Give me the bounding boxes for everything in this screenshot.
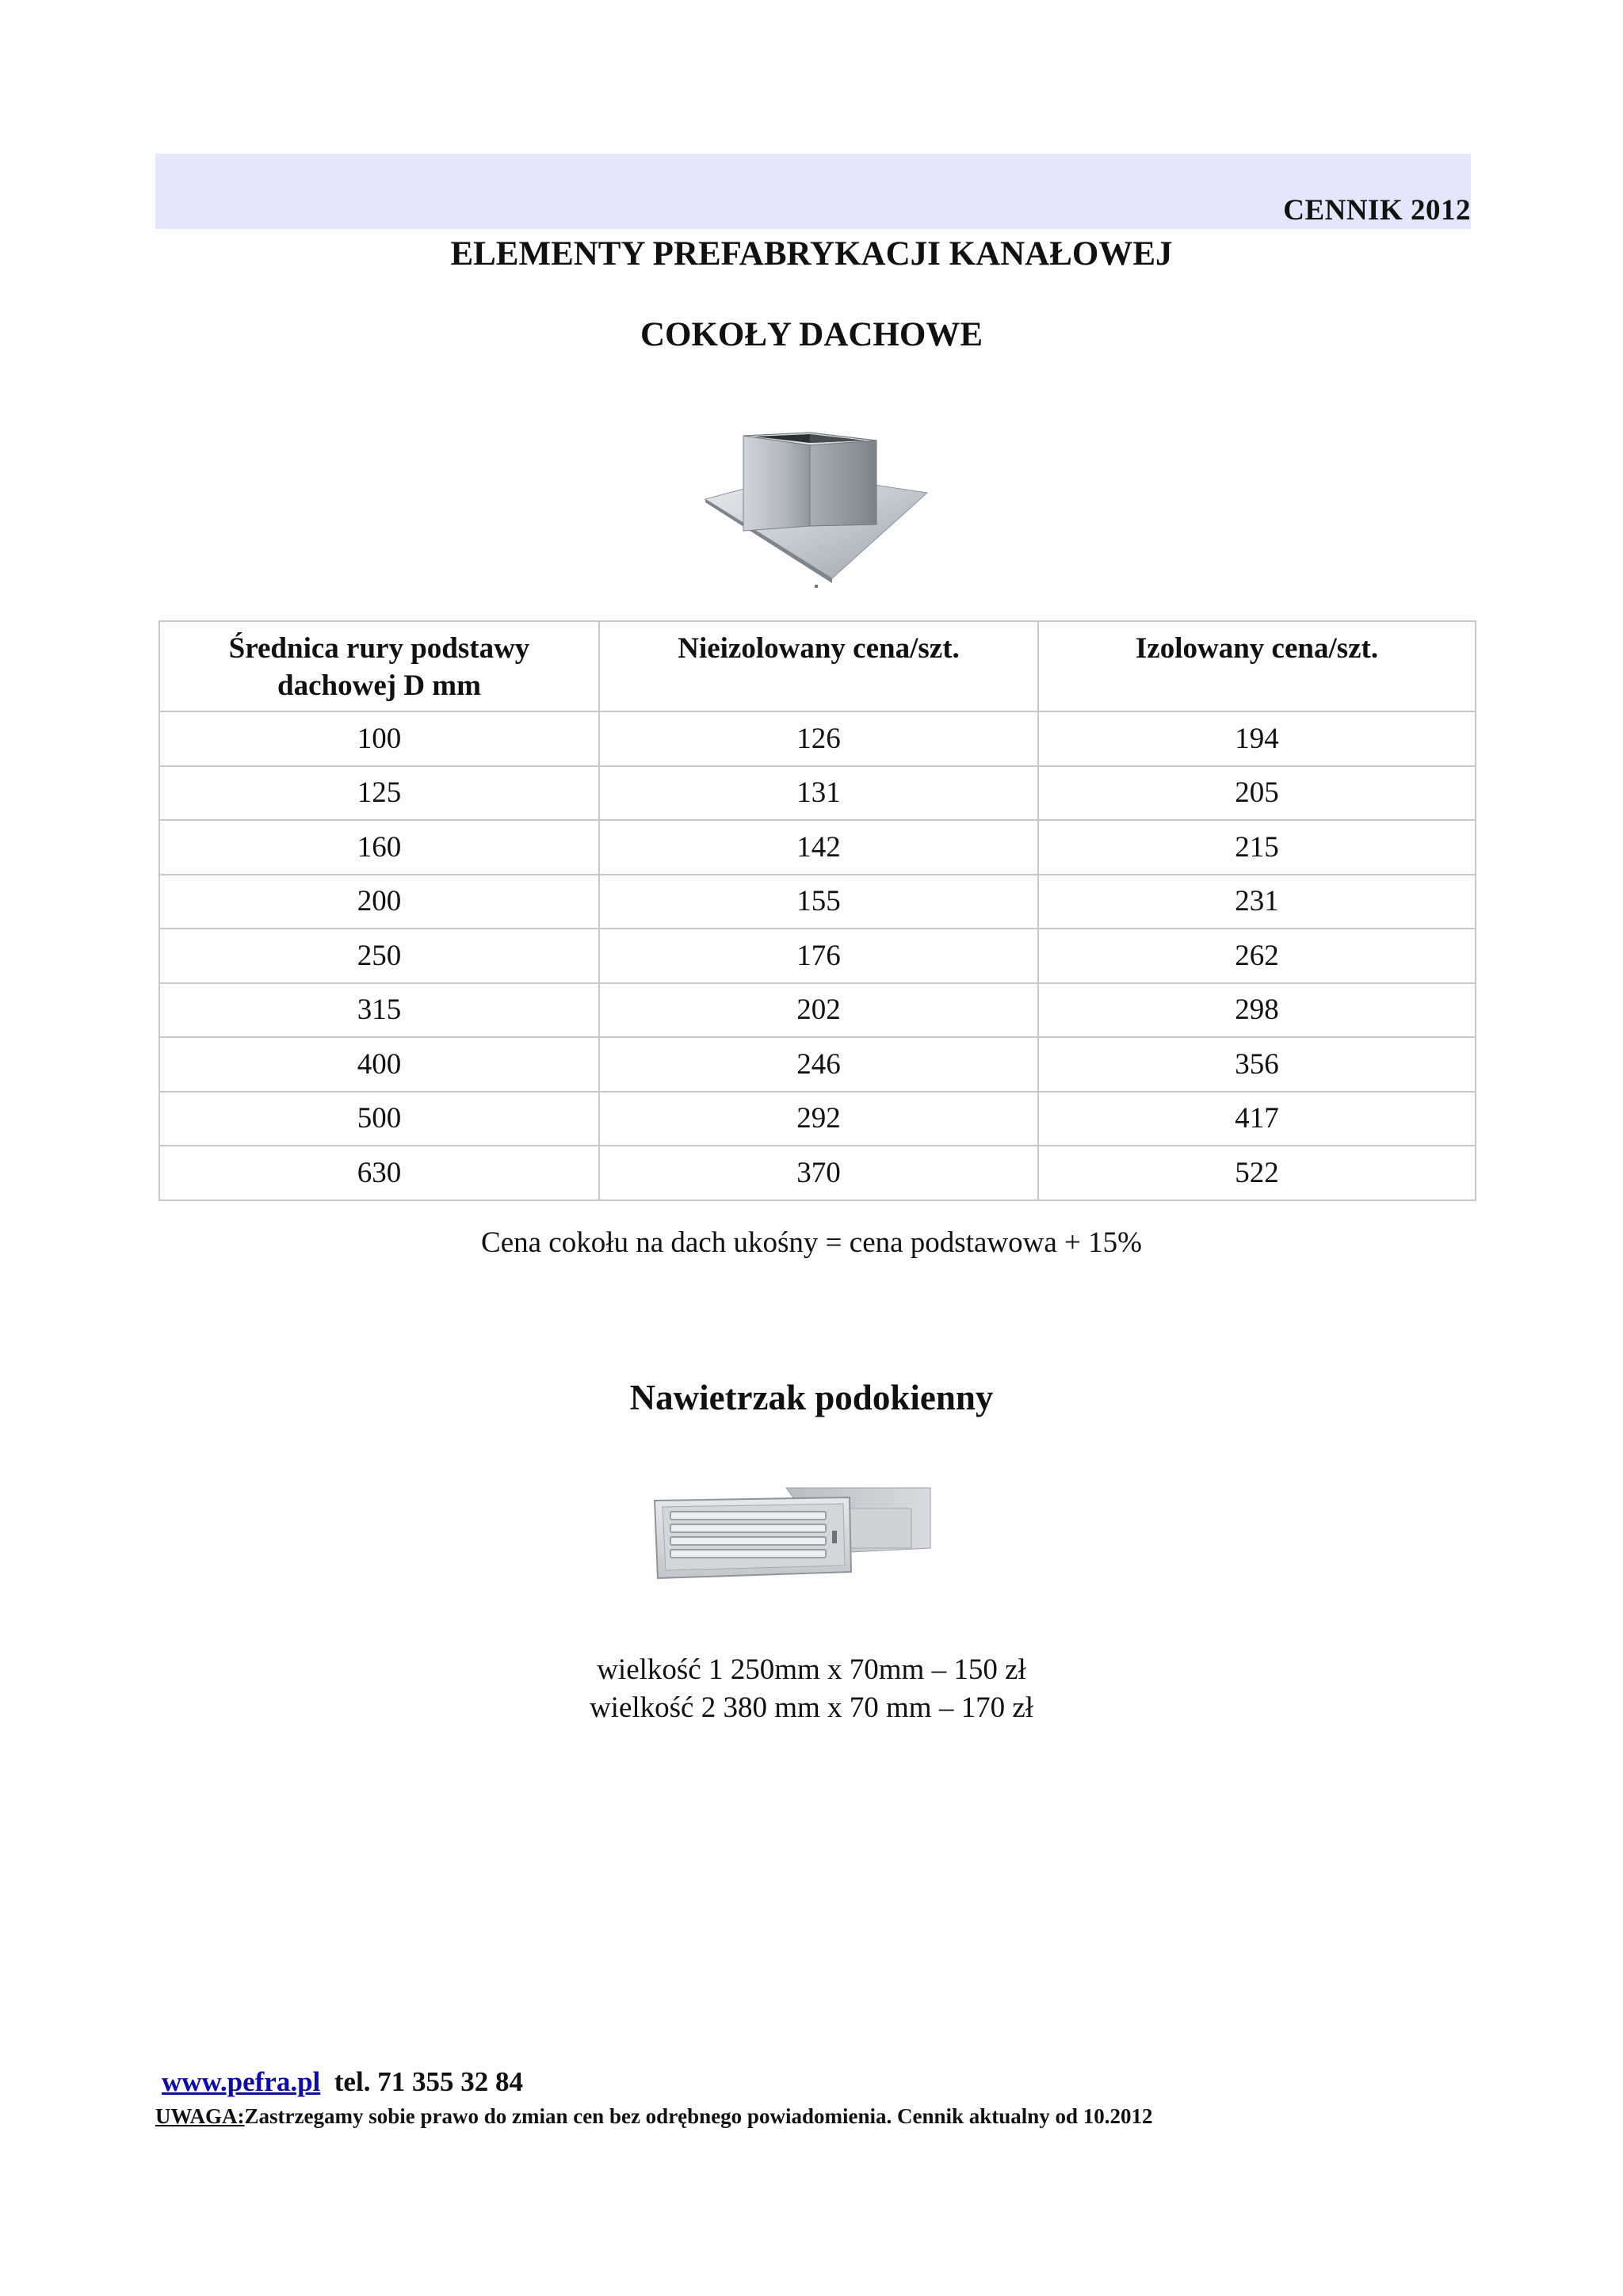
cell-uninsulated-price: 176 [599,929,1038,983]
vent-sizes [0,1651,1623,1727]
cell-uninsulated-price: 142 [599,820,1038,875]
cell-insulated-price: 356 [1038,1037,1476,1092]
cell-uninsulated-price: 155 [599,875,1038,929]
price-list-year: CENNIK 2012 [1283,194,1471,227]
cell-insulated-price: 298 [1038,983,1476,1038]
website-link[interactable]: www.pefra.pl [162,2066,321,2097]
table-row [159,1037,1476,1092]
footer-contact [162,2066,523,2098]
table-row [159,929,1476,983]
footer-disclaimer [155,2104,1153,2129]
section-title-roof-bases: COKOŁY DACHOWE [640,316,983,353]
cell-uninsulated-price: 292 [599,1092,1038,1146]
pitched-roof-price-note: Cena cokołu na dach ukośny = cena podstawowa + 15% [481,1226,1142,1259]
document-title: ELEMENTY PREFABRYKACJI KANAŁOWEJ [450,235,1173,273]
header-band [155,154,1471,229]
table-row [159,875,1476,929]
table-row [159,983,1476,1038]
table-row [159,711,1476,766]
column-header-diameter: Średnica rury podstawy dachowej D mm [159,621,599,711]
cell-diameter: 200 [159,875,599,929]
cell-uninsulated-price: 126 [599,711,1038,766]
cell-insulated-price: 262 [1038,929,1476,983]
vent-size-1: wielkość 1 250mm x 70mm – 150 zł [597,1653,1026,1686]
cell-insulated-price: 522 [1038,1146,1476,1200]
cell-diameter: 125 [159,766,599,821]
cell-uninsulated-price: 202 [599,983,1038,1038]
cell-diameter: 100 [159,711,599,766]
price-table [158,620,1476,1201]
column-header-insulated: Izolowany cena/szt. [1038,621,1476,711]
cell-diameter: 500 [159,1092,599,1146]
roof-base-image [697,406,935,596]
table-header-row [159,621,1476,711]
cell-diameter: 160 [159,820,599,875]
table-row [159,766,1476,821]
cell-diameter: 250 [159,929,599,983]
window-vent-image [651,1486,934,1580]
notice-text: Zastrzegamy sobie prawo do zmian cen bez odrębnego powiadomienia. Cennik aktualny od 10.2012 [244,2104,1153,2128]
cell-uninsulated-price: 246 [599,1037,1038,1092]
cell-uninsulated-price: 131 [599,766,1038,821]
cell-diameter: 315 [159,983,599,1038]
cell-insulated-price: 194 [1038,711,1476,766]
table-row [159,1146,1476,1200]
vent-size-2: wielkość 2 380 mm x 70 mm – 170 zł [589,1691,1034,1724]
column-header-uninsulated: Nieizolowany cena/szt. [599,621,1038,711]
cell-insulated-price: 417 [1038,1092,1476,1146]
cell-insulated-price: 231 [1038,875,1476,929]
cell-insulated-price: 215 [1038,820,1476,875]
table-row [159,1092,1476,1146]
phone-number: tel. 71 355 32 84 [334,2066,523,2097]
notice-label: UWAGA: [155,2104,245,2128]
cell-diameter: 400 [159,1037,599,1092]
cell-uninsulated-price: 370 [599,1146,1038,1200]
table-row [159,820,1476,875]
cell-diameter: 630 [159,1146,599,1200]
section-title-window-vent: Nawietrzak podokienny [629,1378,994,1417]
cell-insulated-price: 205 [1038,766,1476,821]
